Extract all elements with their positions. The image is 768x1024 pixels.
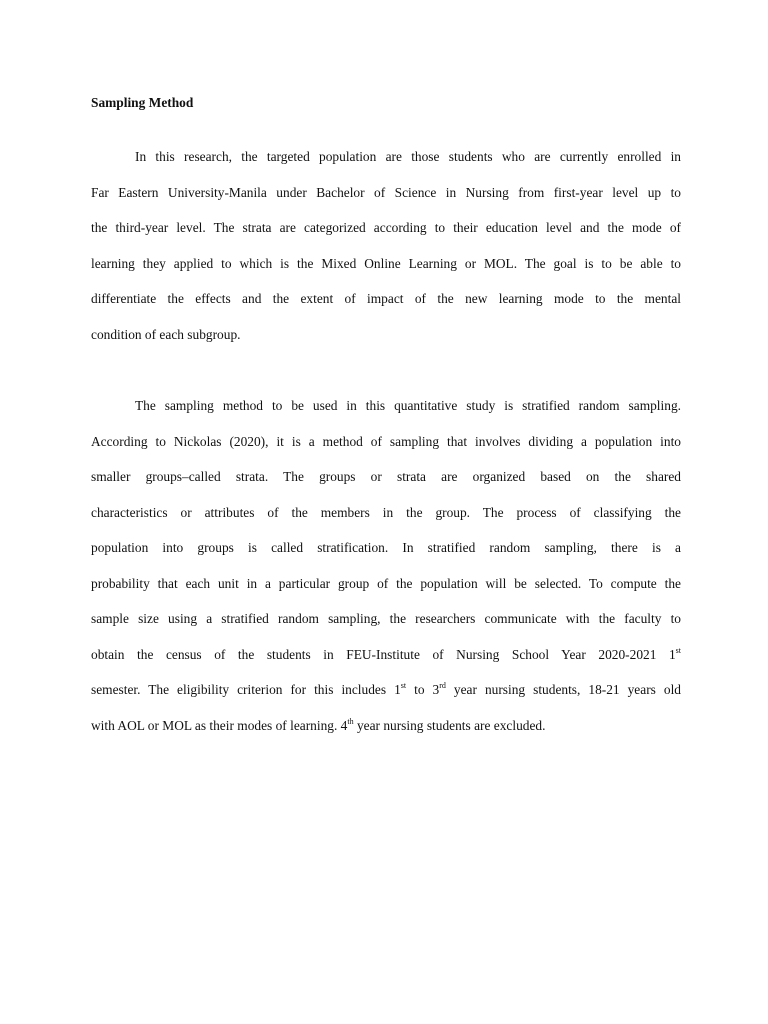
paragraph-line: characteristics or attributes of the members in the group. The process of classifying the (91, 504, 681, 520)
paragraph-line: the third-year level. The strata are categorized according to their education level and the mode of (91, 220, 681, 235)
paragraph-line: probability that each unit in a particular group of the population will be selected. To compute the (91, 575, 681, 591)
ordinal-suffix: th (347, 716, 354, 726)
line-text: semester. The eligibility criterion for this includes 1 (91, 682, 401, 697)
paragraph-line: Far Eastern University-Manila under Bachelor of Science in Nursing from first-year level up to (91, 184, 681, 200)
line-text: to 3 (406, 682, 440, 697)
paragraph-line: According to Nickolas (2020), it is a method of sampling that involves dividing a population into (91, 433, 681, 449)
line-text: year nursing students are excluded. (353, 717, 546, 733)
paragraph-line (91, 708, 681, 744)
paragraph-line: differentiate the effects and the extent of impact of the new learning mode to the mental (91, 291, 681, 306)
paragraph-line: sample size using a stratified random sampling, the researchers communicate with the faculty to (91, 611, 681, 626)
paragraph-line: smaller groups–called strata. The groups or strata are organized based on the shared (91, 469, 681, 484)
paragraph-sampling-method (91, 388, 681, 743)
paragraph-line (91, 637, 681, 673)
section-heading: Sampling Method (91, 95, 194, 110)
line-text: obtain the census of the students in FEU-Institute of Nursing School Year 2020-2021 1 (91, 646, 676, 662)
paragraph-line: population into groups is called stratification. In stratified random sampling, there is a (91, 540, 681, 555)
paragraph-line: learning they applied to which is the Mixed Online Learning or MOL. The goal is to be able to (91, 255, 681, 271)
paragraph-line: In this research, the targeted population are those students who are currently enrolled in (135, 149, 681, 164)
ordinal-suffix: st (400, 681, 407, 690)
line-text: year nursing students, 18-21 years old (445, 682, 681, 697)
paragraph-line (91, 672, 681, 708)
ordinal-suffix: st (675, 645, 681, 655)
line-text: with AOL or MOL as their modes of learning. 4 (91, 717, 348, 733)
ordinal-suffix: rd (439, 681, 446, 690)
paragraph-line: The sampling method to be used in this quantitative study is stratified random sampling. (135, 398, 681, 413)
paragraph-line: condition of each subgroup. (91, 326, 241, 342)
paragraph-population (91, 139, 681, 352)
